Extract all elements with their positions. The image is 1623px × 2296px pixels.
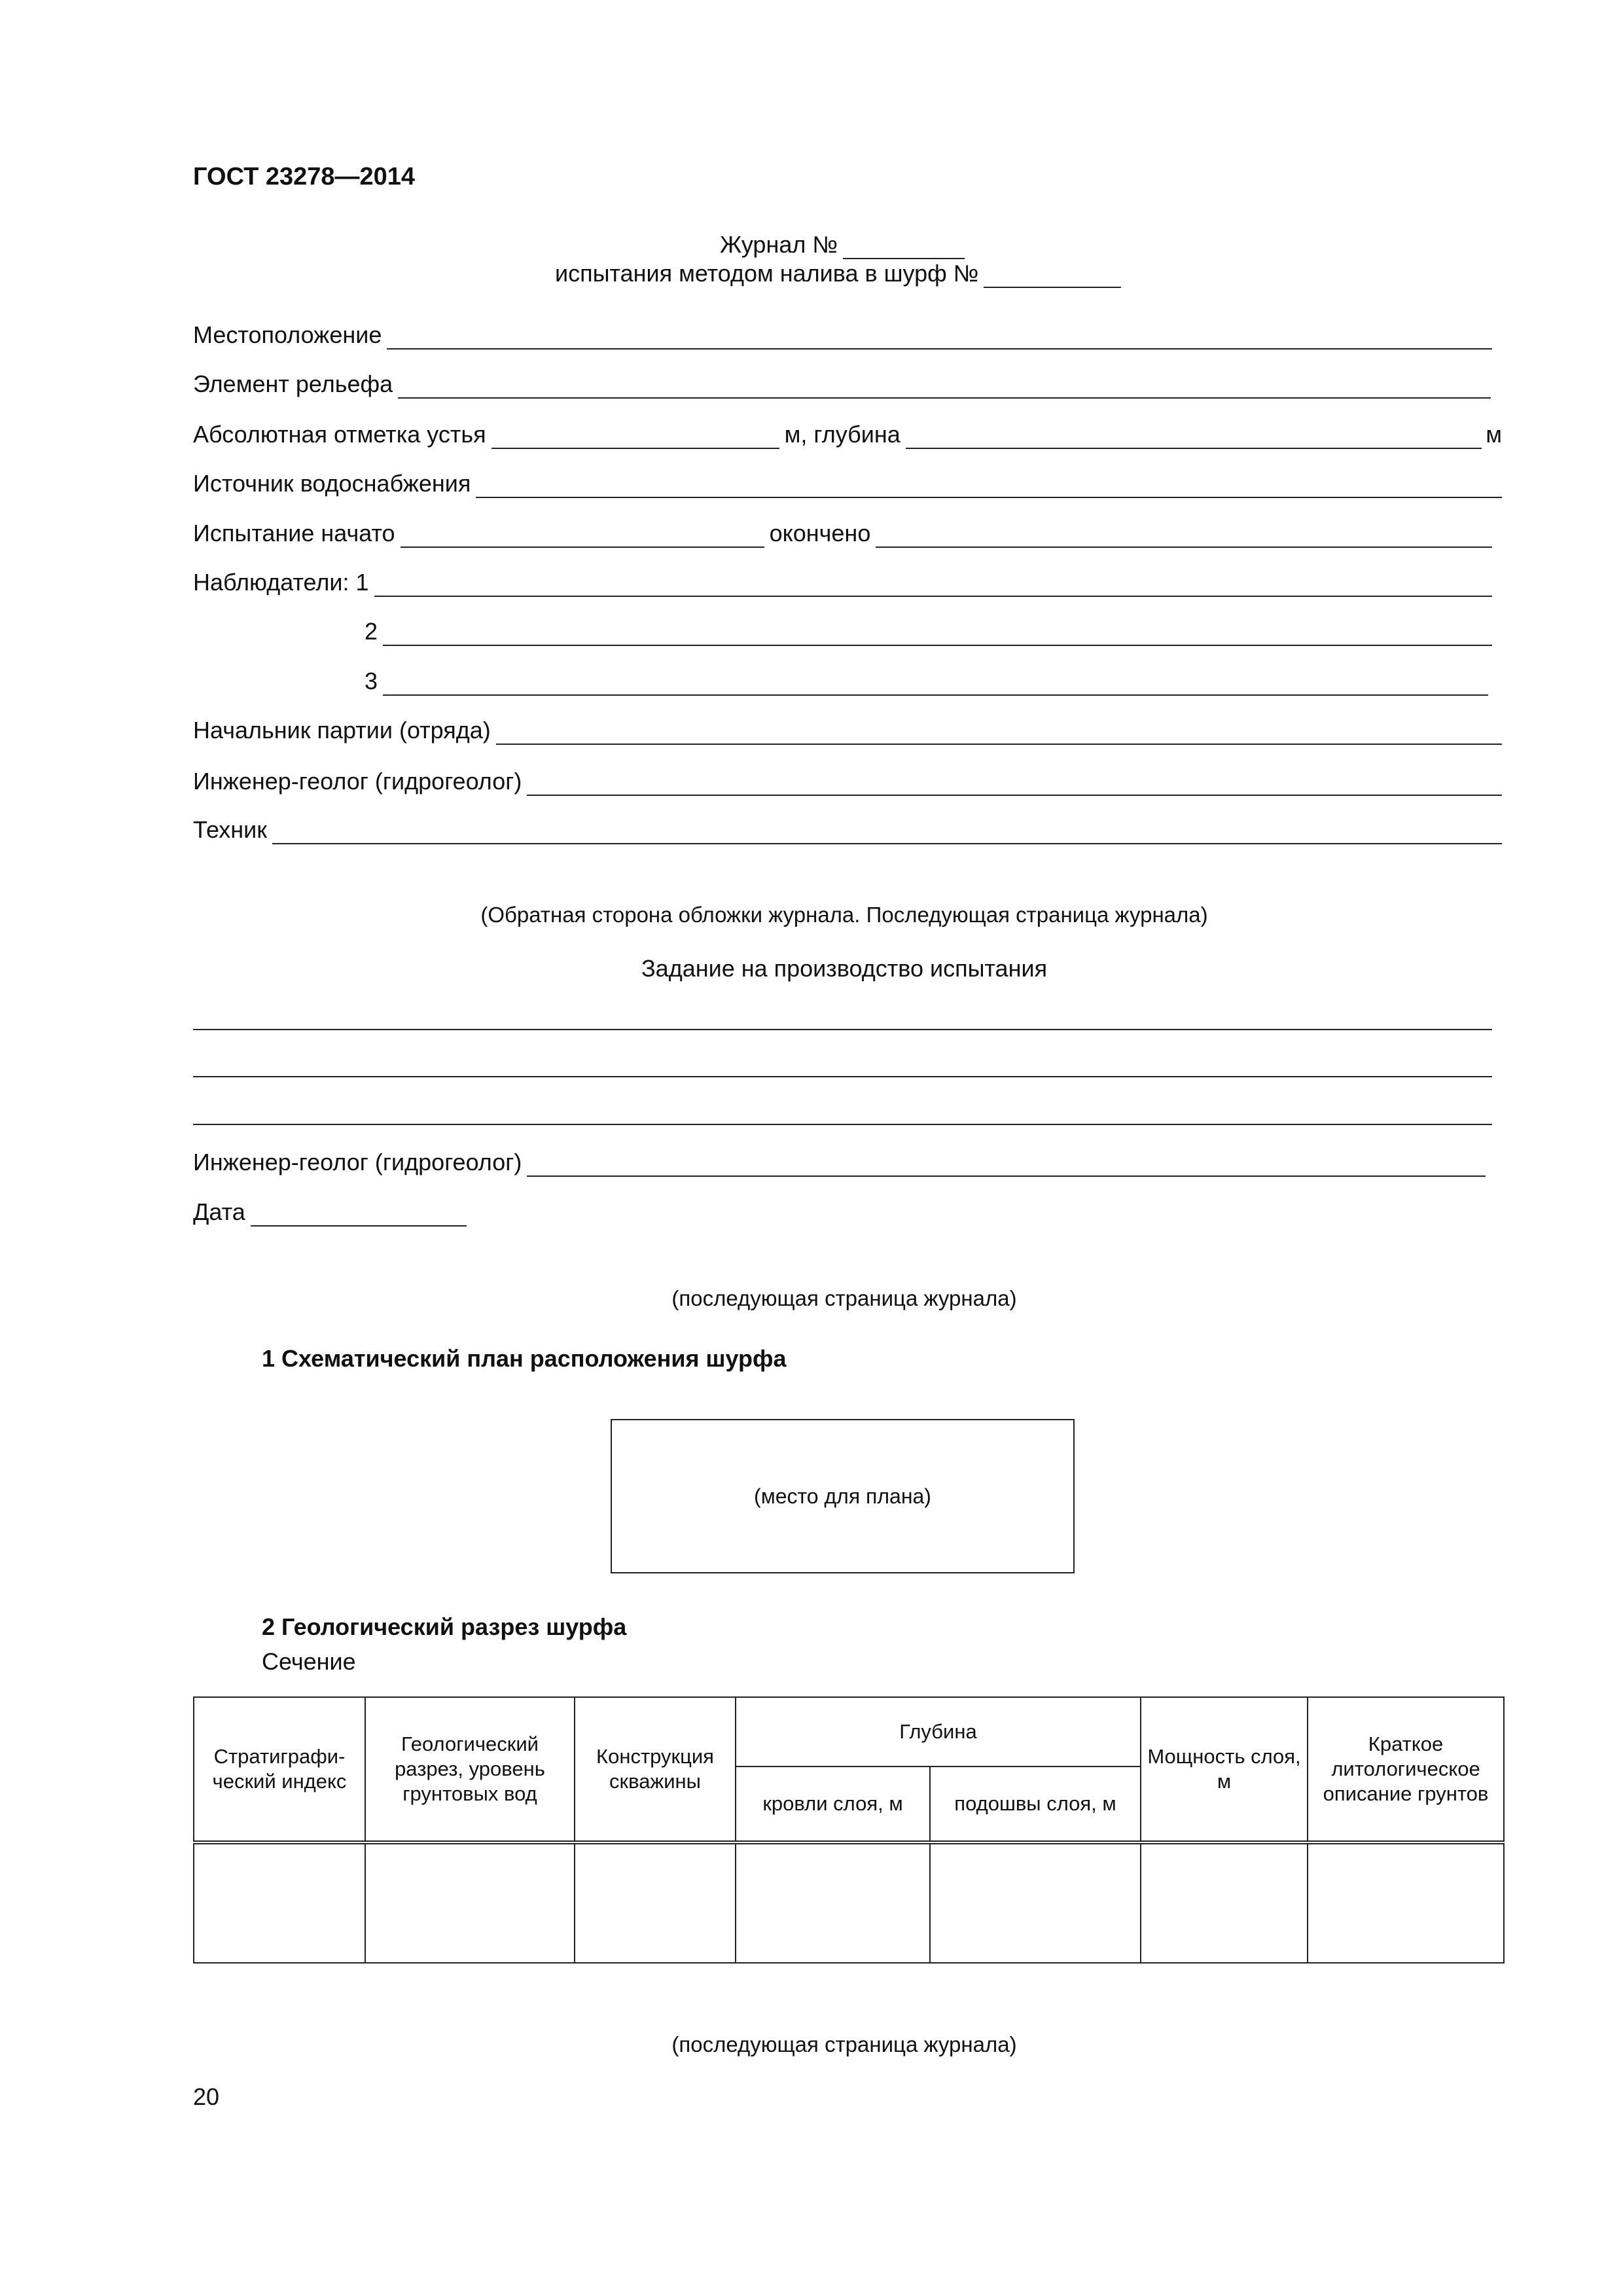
water-source-row: [193, 469, 1502, 498]
table-cell-geo[interactable]: [365, 1842, 575, 1963]
location-field[interactable]: [387, 325, 1492, 350]
party-chief-label: Начальник партии (отряда): [193, 717, 491, 744]
depth-unit: м: [1486, 421, 1502, 448]
table-cell-depth-top[interactable]: [736, 1842, 930, 1963]
col-strat-header: Стратиграфи-ческий индекс: [194, 1697, 365, 1842]
journal-number-field[interactable]: [843, 238, 965, 259]
date-field[interactable]: [251, 1202, 467, 1227]
relief-field[interactable]: [398, 374, 1491, 399]
task-line-3[interactable]: [193, 1124, 1492, 1125]
col-depth-top-header: кровли слоя, м: [736, 1767, 930, 1842]
location-row: [193, 321, 1492, 350]
task-line-2[interactable]: [193, 1076, 1492, 1077]
geology-table: [193, 1696, 1505, 1964]
observer-2-label: 2: [365, 618, 378, 645]
journal-subtitle-label: испытания методом налива в шурф №: [555, 260, 979, 287]
task-line-1[interactable]: [193, 1029, 1492, 1030]
mouth-mark-field[interactable]: [491, 424, 779, 449]
observer-3-field[interactable]: [383, 671, 1488, 696]
test-started-label: Испытание начато: [193, 520, 395, 547]
col-description-header: Краткое литологическое описание грунтов: [1308, 1697, 1504, 1842]
table-row: [194, 1842, 1504, 1963]
party-chief-field[interactable]: [496, 720, 1502, 745]
technician-row: [193, 816, 1502, 844]
section-2-title: 2 Геологический разрез шурфа: [262, 1613, 627, 1640]
date-label: Дата: [193, 1198, 245, 1225]
party-chief-row: [193, 716, 1502, 745]
table-cell-thickness[interactable]: [1141, 1842, 1308, 1963]
water-source-field[interactable]: [476, 473, 1502, 498]
mouth-mark-row: [193, 420, 1502, 449]
task-heading: Задание на производство испытания: [641, 955, 1048, 982]
section-2-subtitle: Сечение: [262, 1648, 356, 1675]
observer-1-row: [193, 568, 1492, 597]
plan-box[interactable]: [611, 1419, 1075, 1573]
depth-field[interactable]: [906, 424, 1482, 449]
journal-subtitle: [555, 259, 1121, 288]
task-engineer-field[interactable]: [527, 1152, 1486, 1177]
depth-label: м, глубина: [784, 421, 901, 448]
plan-placeholder: (место для плана): [754, 1484, 931, 1508]
journal-title-label: Журнал №: [720, 231, 838, 258]
observer-1-field[interactable]: [374, 572, 1492, 597]
location-label: Местоположение: [193, 321, 382, 348]
relief-row: [193, 370, 1491, 399]
table-cell-description[interactable]: [1308, 1842, 1504, 1963]
page-number: 20: [193, 2083, 220, 2110]
test-dates-row: [193, 519, 1492, 548]
observer-2-field[interactable]: [383, 621, 1492, 646]
col-thickness-header: Мощность слоя, м: [1141, 1697, 1308, 1842]
observer-2-row: [365, 617, 1492, 646]
engineer-label: Инженер-геолог (гидрогеолог): [193, 768, 522, 795]
table-cell-depth-bottom[interactable]: [930, 1842, 1141, 1963]
observer-3-row: [365, 667, 1488, 696]
technician-label: Техник: [193, 816, 267, 843]
task-engineer-row: [193, 1148, 1486, 1177]
observer-3-label: 3: [365, 668, 378, 694]
mouth-mark-label: Абсолютная отметка устья: [193, 421, 486, 448]
engineer-field[interactable]: [527, 771, 1502, 796]
col-depth-bottom-header: подошвы слоя, м: [930, 1767, 1141, 1842]
technician-field[interactable]: [272, 819, 1502, 844]
table-cell-strat[interactable]: [194, 1842, 365, 1963]
water-source-label: Источник водоснабжения: [193, 470, 471, 497]
date-row: [193, 1198, 472, 1227]
table-cell-construct[interactable]: [575, 1842, 736, 1963]
section-1-title: 1 Схематический план расположения шурфа: [262, 1345, 787, 1372]
engineer-row: [193, 767, 1502, 796]
col-geo-header: Геологический разрез, уровень грунтовых вод: [365, 1697, 575, 1842]
document-header: ГОСТ 23278—2014: [193, 163, 416, 190]
col-depth-header: Глубина: [736, 1697, 1141, 1767]
col-construct-header: Конструкция скважины: [575, 1697, 736, 1842]
test-finished-label: окончено: [769, 520, 871, 547]
test-started-field[interactable]: [401, 523, 764, 548]
pit-number-field[interactable]: [984, 267, 1121, 288]
cover-back-note: (Обратная сторона обложки журнала. Последующая страница журнала): [480, 903, 1208, 927]
task-engineer-label: Инженер-геолог (гидрогеолог): [193, 1149, 522, 1175]
test-finished-field[interactable]: [876, 523, 1492, 548]
next-page-note-2: (последующая страница журнала): [671, 2032, 1017, 2056]
journal-title: [720, 230, 965, 259]
observers-label: Наблюдатели: 1: [193, 569, 369, 596]
relief-label: Элемент рельефа: [193, 370, 393, 397]
next-page-note-1: (последующая страница журнала): [671, 1286, 1017, 1310]
